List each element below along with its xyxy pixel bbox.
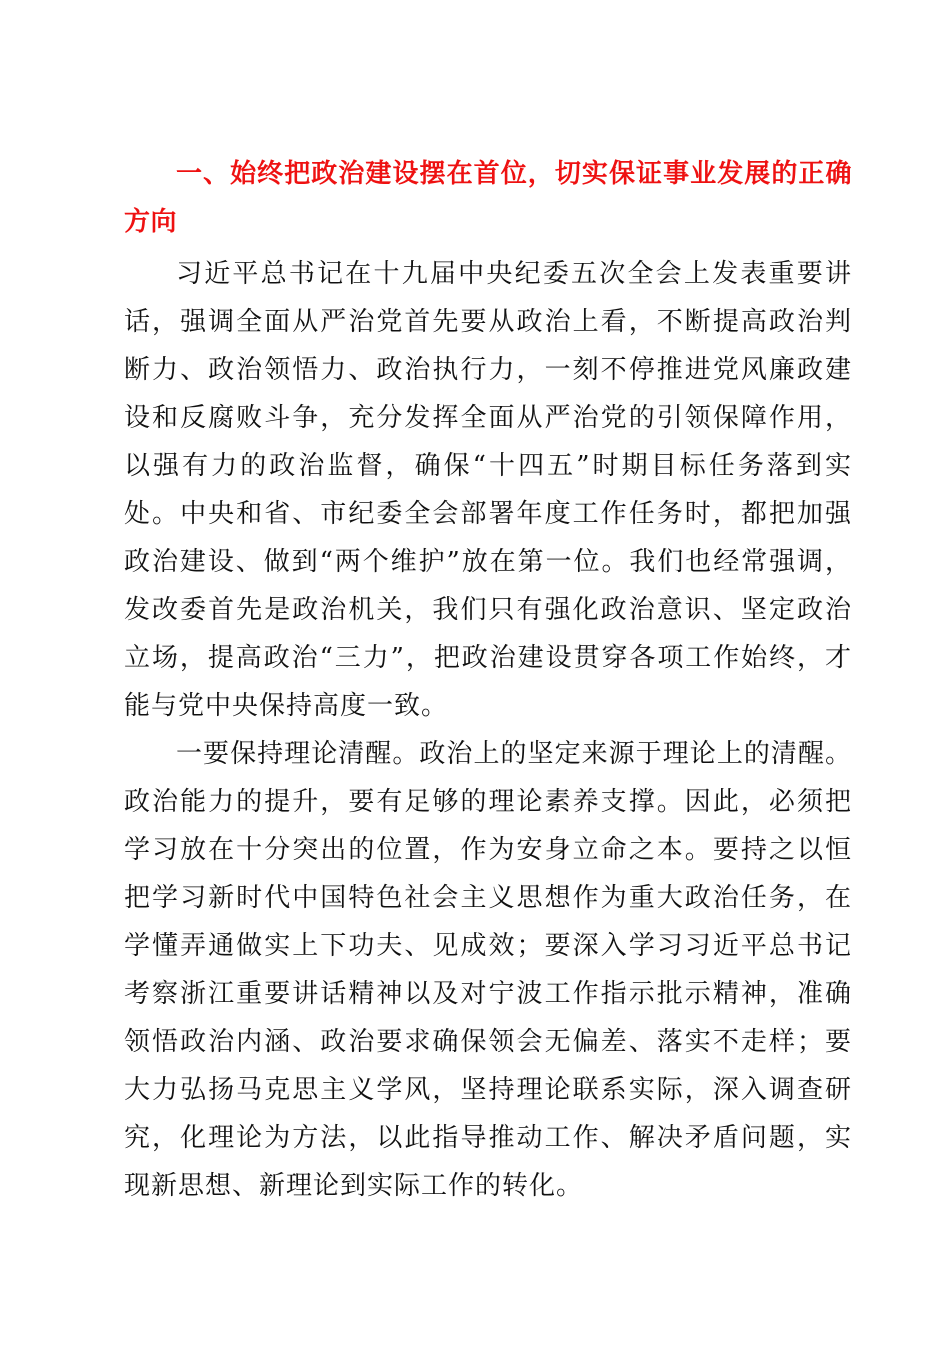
paragraph-2: 一要保持理论清醒。政治上的坚定来源于理论上的清醒。政治能力的提升，要有足够的理论素养支撑。因此，必须把学习放在十分突出的位置，作为安身立命之本。要持之以恒把学习新时代中国特色社会主义思想作为重大政治任务，在学懂弄通做实上下功夫、见成效；要深入学习习近平总书记考察浙江重要讲话精神以及对宁波工作指示批示精神，准确领悟政治内涵、政治要求确保领会无偏差、落实不走样；要大力弘扬马克思主义学风，坚持理论联系实际，深入调查研究，化理论为方法，以此指导推动工作、解决矛盾问题，实现新思想、新理论到实际工作的转化。 (124, 739, 852, 1201)
paragraph-1: 习近平总书记在十九届中央纪委五次全会上发表重要讲话，强调全面从严治党首先要从政治上看，不断提高政治判断力、政治领悟力、政治执行力，一刻不停推进党风廉政建设和反腐败斗争，充分发挥全面从严治党的引领保障作用，以强有力的政治监督，确保“十四五”时期目标任务落到实处。中央和省、市纪委全会部署年度工作任务时，都把加强政治建设、做到“两个维护”放在第一位。我们也经常强调，发改委首先是政治机关，我们只有强化政治意识、坚定政治立场，提高政治“三力”，把政治建设贯穿各项工作始终，才能与党中央保持高度一致。 (124, 259, 852, 721)
section-heading: 一、始终把政治建设摆在首位，切实保证事业发展的正确方向 (124, 159, 852, 237)
document-body (124, 150, 852, 1210)
